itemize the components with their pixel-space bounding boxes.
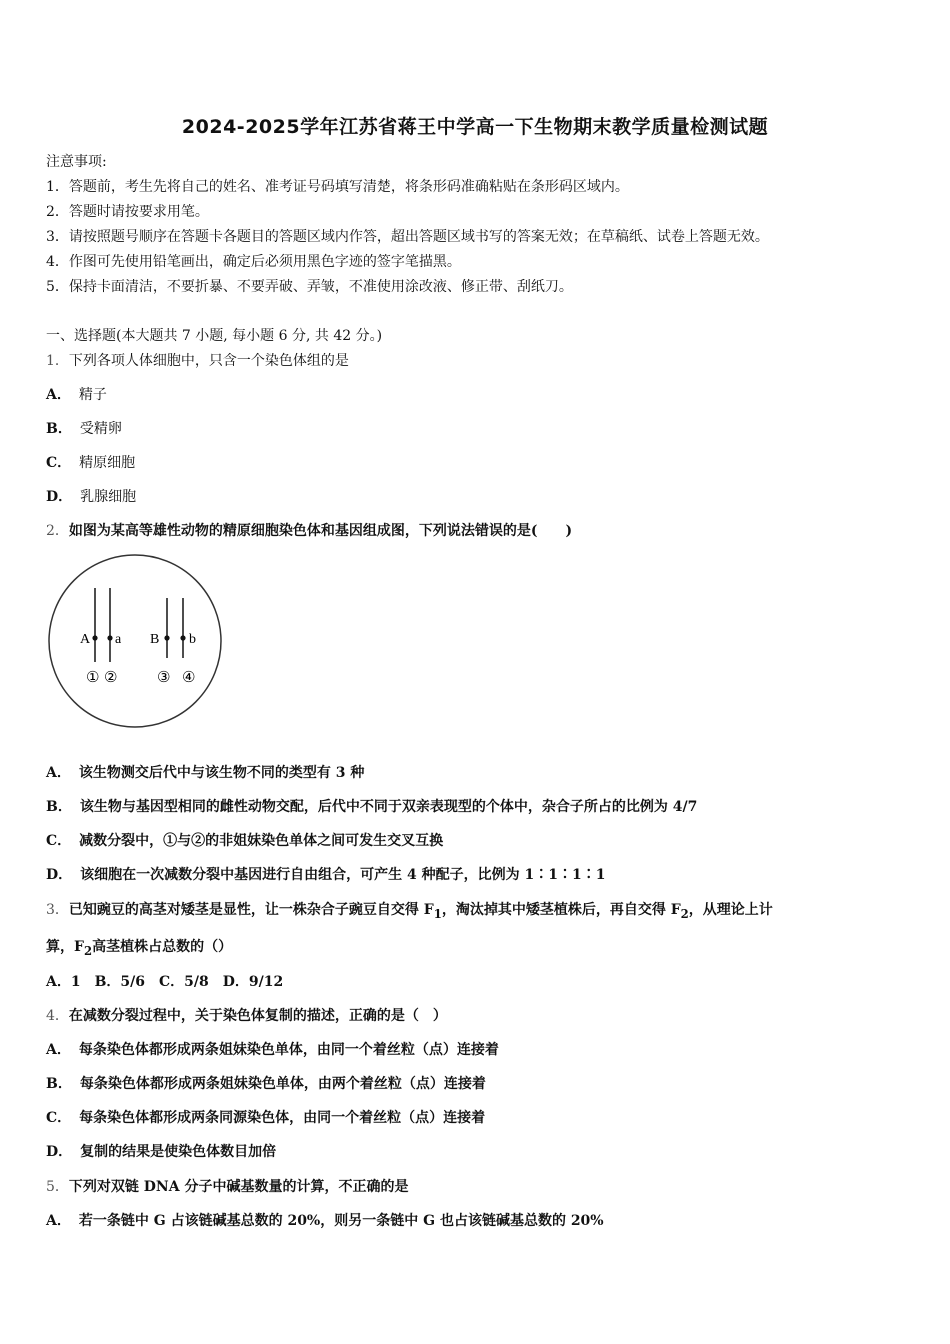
option-b (46, 1074, 486, 1094)
gene-label-B: B (150, 632, 160, 647)
option-letter: D． (46, 867, 73, 883)
notice-item: 5．保持卡面清洁，不要折暴、不要弄破、弄皱，不准使用涂改液、修正带、刮纸刀。 (46, 279, 573, 295)
option-text: 该生物与基因型相同的雌性动物交配，后代中不同于双亲表现型的个体中，杂合子所占的比例为 4/7 (79, 799, 698, 815)
option-letter: D． (46, 1144, 73, 1160)
section-heading: 一、选择题(本大题共 7 小题, 每小题 6 分, 共 42 分。) (46, 328, 383, 344)
question-number: 4． (46, 1008, 69, 1024)
question-stem: 下列对双链 DNA 分子中碱基数量的计算，不正确的是 (68, 1179, 409, 1195)
question-stem: 高茎植株占总数的（） (92, 939, 233, 955)
option-d (46, 1142, 276, 1162)
option-letter: C． (46, 1110, 72, 1126)
subscript: 2 (680, 906, 689, 921)
question-4 (46, 1006, 447, 1026)
option-c (46, 1108, 485, 1128)
gene-label-b: b (189, 632, 196, 647)
option-d (46, 487, 136, 507)
option-b (46, 419, 122, 439)
option-letter: B． (46, 421, 72, 437)
centromere (92, 635, 97, 640)
option-text: 该生物测交后代中与该生物不同的类型有 3 种 (78, 765, 365, 781)
option-c (46, 453, 135, 473)
question-number: 3． (46, 902, 69, 918)
question-number: 2． (46, 523, 69, 539)
option-a (46, 763, 364, 783)
option-text: 精子 (78, 387, 107, 403)
question-stem: 在减数分裂过程中，关于染色体复制的描述，正确的是（ ） (68, 1008, 447, 1024)
cell-chromosome-diagram (44, 554, 230, 734)
option-d (46, 865, 605, 885)
question-3 (46, 900, 773, 924)
option-letter: A． (46, 387, 71, 403)
notice-item: 1．答题前，考生先将自己的姓名、准考证号码填写清楚，将条形码准确粘贴在条形码区域内。 (46, 179, 629, 195)
option-text: 若一条链中 G 占该链碱基总数的 20%，则另一条链中 G 也占该链碱基总数的 20% (78, 1213, 604, 1229)
notice-item: 3．请按照题号顺序在答题卡各题目的答题区域内作答，超出答题区域书写的答案无效；在草稿纸、试卷上答题无效。 (46, 229, 769, 245)
gene-label-A: A (80, 632, 91, 647)
option-c (46, 831, 443, 851)
subscript: 2 (83, 943, 93, 958)
option-letter: B． (46, 799, 72, 815)
question-3-continued (46, 937, 232, 961)
option-letter: D． (46, 489, 73, 505)
question-number: 5． (46, 1179, 69, 1195)
option-text: 乳腺细胞 (80, 489, 137, 505)
question-2 (46, 521, 572, 541)
notice-heading: 注意事项: (46, 154, 107, 170)
centromere (107, 635, 112, 640)
question-3-options: A．1 B．5/6 C．5/8 D．9/12 (46, 974, 284, 990)
option-letter: B． (46, 1076, 72, 1092)
option-text: 精原细胞 (79, 455, 136, 471)
chromosome-label-3: ③ (157, 668, 171, 686)
option-letter: C． (46, 455, 72, 471)
option-letter: C． (46, 833, 72, 849)
option-letter: A． (46, 765, 71, 781)
question-stem: ，从理论上计 (688, 902, 773, 918)
question-stem: 已知豌豆的高茎对矮茎是显性，让一株杂合子豌豆自交得 F (68, 902, 434, 918)
subscript: 1 (433, 906, 442, 921)
option-letter: A． (46, 1042, 71, 1058)
option-text: 复制的结果是使染色体数目加倍 (80, 1144, 277, 1160)
option-text: 每条染色体都形成两条姐妹染色单体，由两个着丝粒（点）连接着 (79, 1076, 486, 1092)
option-text: 减数分裂中，①与②的非姐妹染色单体之间可发生交叉互换 (79, 833, 444, 849)
option-a (46, 385, 107, 405)
question-1 (46, 351, 349, 371)
question-stem: 算，F (46, 939, 84, 955)
option-text: 受精卵 (79, 421, 122, 437)
gene-label-a: a (115, 632, 122, 647)
centromere (180, 635, 185, 640)
page-title: 2024-2025学年江苏省蒋王中学高一下生物期末教学质量检测试题 (181, 116, 769, 138)
question-5 (46, 1177, 408, 1197)
option-a (46, 1211, 604, 1231)
centromere (164, 635, 169, 640)
option-text: 每条染色体都形成两条同源染色体，由同一个着丝粒（点）连接着 (79, 1110, 486, 1126)
chromosome-label-4: ④ (182, 668, 196, 686)
option-b (46, 797, 697, 817)
notice-item: 4．作图可先使用铅笔画出，确定后必须用黑色字迹的签字笔描黑。 (46, 254, 461, 270)
question-stem: ，淘汰掉其中矮茎植株后，再自交得 F (441, 902, 681, 918)
notice-item: 2．答题时请按要求用笔。 (46, 204, 209, 220)
question-stem: 下列各项人体细胞中，只含一个染色体组的是 (68, 353, 349, 369)
option-a (46, 1040, 499, 1060)
question-stem: 如图为某高等雄性动物的精原细胞染色体和基因组成图，下列说法错误的是( ) (68, 523, 573, 539)
option-letter: A． (46, 1213, 71, 1229)
chromosome-label-1: ① (86, 668, 100, 686)
option-text: 该细胞在一次减数分裂中基因进行自由组合，可产生 4 种配子，比例为 1∶1∶1∶1 (80, 867, 606, 883)
question-number: 1． (46, 353, 69, 369)
chromosome-label-2: ② (104, 668, 118, 686)
option-text: 每条染色体都形成两条姐妹染色单体，由同一个着丝粒（点）连接着 (78, 1042, 499, 1058)
